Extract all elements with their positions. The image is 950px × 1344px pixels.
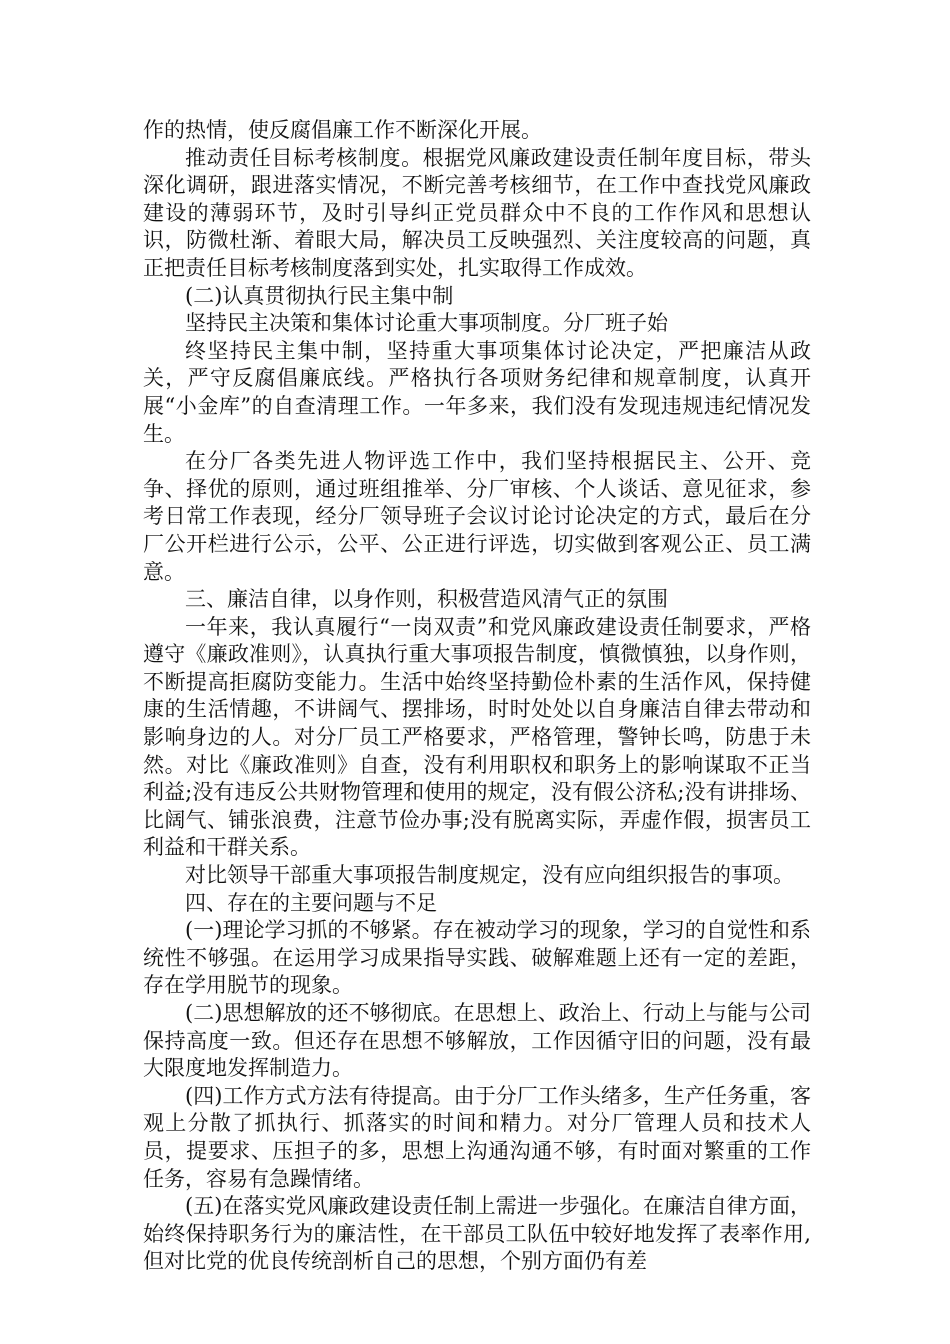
paragraph-problem-theory-study: (一)理论学习抓的不够紧。存在被动学习的现象，学习的自觉性和系统性不够强。在运用学习成果指导实践、破解难题上还有一定的差距，存在学用脱节的现象。	[143, 918, 811, 998]
paragraph-evaluation: 在分厂各类先进人物评选工作中，我们坚持根据民主、公开、竞争、择优的原则，通过班组推举、分厂审核、个人谈话、意见征求，参考日常工作表现，经分厂领导班子会议讨论讨论决定的方式，最后在分厂公开栏进行公示，公平、公正进行评选，切实做到客观公正、员工满意。	[143, 449, 811, 584]
section-heading-democratic-centralism: (二)认真贯彻执行民主集中制	[185, 283, 454, 308]
paragraph-collective-decision-continued: 终坚持民主集中制，坚持重大事项集体讨论决定，严把廉洁从政关，严守反腐倡廉底线。严格执行各项财务纪律和规章制度，认真开展“小金库”的自查清理工作。一年多来，我们没有发现违规违纪情况发生。	[143, 338, 811, 446]
document-body	[143, 117, 811, 1276]
section-heading-problems: 四、存在的主要问题与不足	[185, 890, 437, 915]
paragraph-problem-thought-liberation: (二)思想解放的还不够彻底。在思想上、政治上、行动上与能与公司保持高度一致。但还存在思想不够解放，工作因循守旧的问题，没有最大限度地发挥制造力。	[143, 1001, 811, 1081]
paragraph-collective-decision: 坚持民主决策和集体讨论重大事项制度。分厂班子始	[185, 311, 668, 336]
paragraph-problem-responsibility: (五)在落实党风廉政建设责任制上需进一步强化。在廉洁自律方面，始终保持职务行为的廉洁性，在干部员工队伍中较好地发挥了表率作用,但对比党的优良传统剖析自己的思想，个别方面仍有差	[143, 1194, 811, 1274]
paragraph-continuation: 作的热情，使反腐倡廉工作不断深化开展。	[143, 118, 542, 142]
section-heading-self-discipline: 三、廉洁自律，以身作则，积极营造风清气正的氛围	[185, 587, 668, 612]
paragraph-self-discipline: 一年来，我认真履行“一岗双责”和党风廉政建设责任制要求，严格遵守《廉政准则》，认真执行重大事项报告制度，慎微慎独，以身作则，不断提高拒腐防变能力。生活中始终坚持勤俭朴素的生活作风，保持健康的生活情趣，不讲阔气、摆排场，时时处处以自身廉洁自律去带动和影响身边的人。对分厂员工严格要求，严格管理，警钟长鸣，防患于未然。对比《廉政准则》自查，没有利用职权和职务上的影响谋取不正当利益;没有违反公共财物管理和使用的规定，没有假公济私;没有讲排场、比阔气、铺张浪费，注意节俭办事;没有脱离实际，弄虚作假，损害员工利益和干群关系。	[143, 614, 811, 860]
paragraph-major-matters-report: 对比领导干部重大事项报告制度规定，没有应向组织报告的事项。	[185, 863, 794, 888]
paragraph-problem-work-methods: (四)工作方式方法有待提高。由于分厂工作头绪多，生产任务重，客观上分散了抓执行、抓落实的时间和精力。对分厂管理人员和技术人员，提要求、压担子的多，思想上沟通沟通不够，有时面对繁重的工作任务，容易有急躁情绪。	[143, 1083, 811, 1191]
paragraph-responsibility-assessment: 推动责任目标考核制度。根据党风廉政建设责任制年度目标，带头深化调研，跟进落实情况，不断完善考核细节，在工作中查找党风廉政建设的薄弱环节，及时引导纠正党员群众中不良的工作作风和思想认识，防微杜渐、着眼大局，解决员工反映强烈、关注度较高的问题，真正把责任目标考核制度落到实处，扎实取得工作成效。	[143, 145, 811, 280]
